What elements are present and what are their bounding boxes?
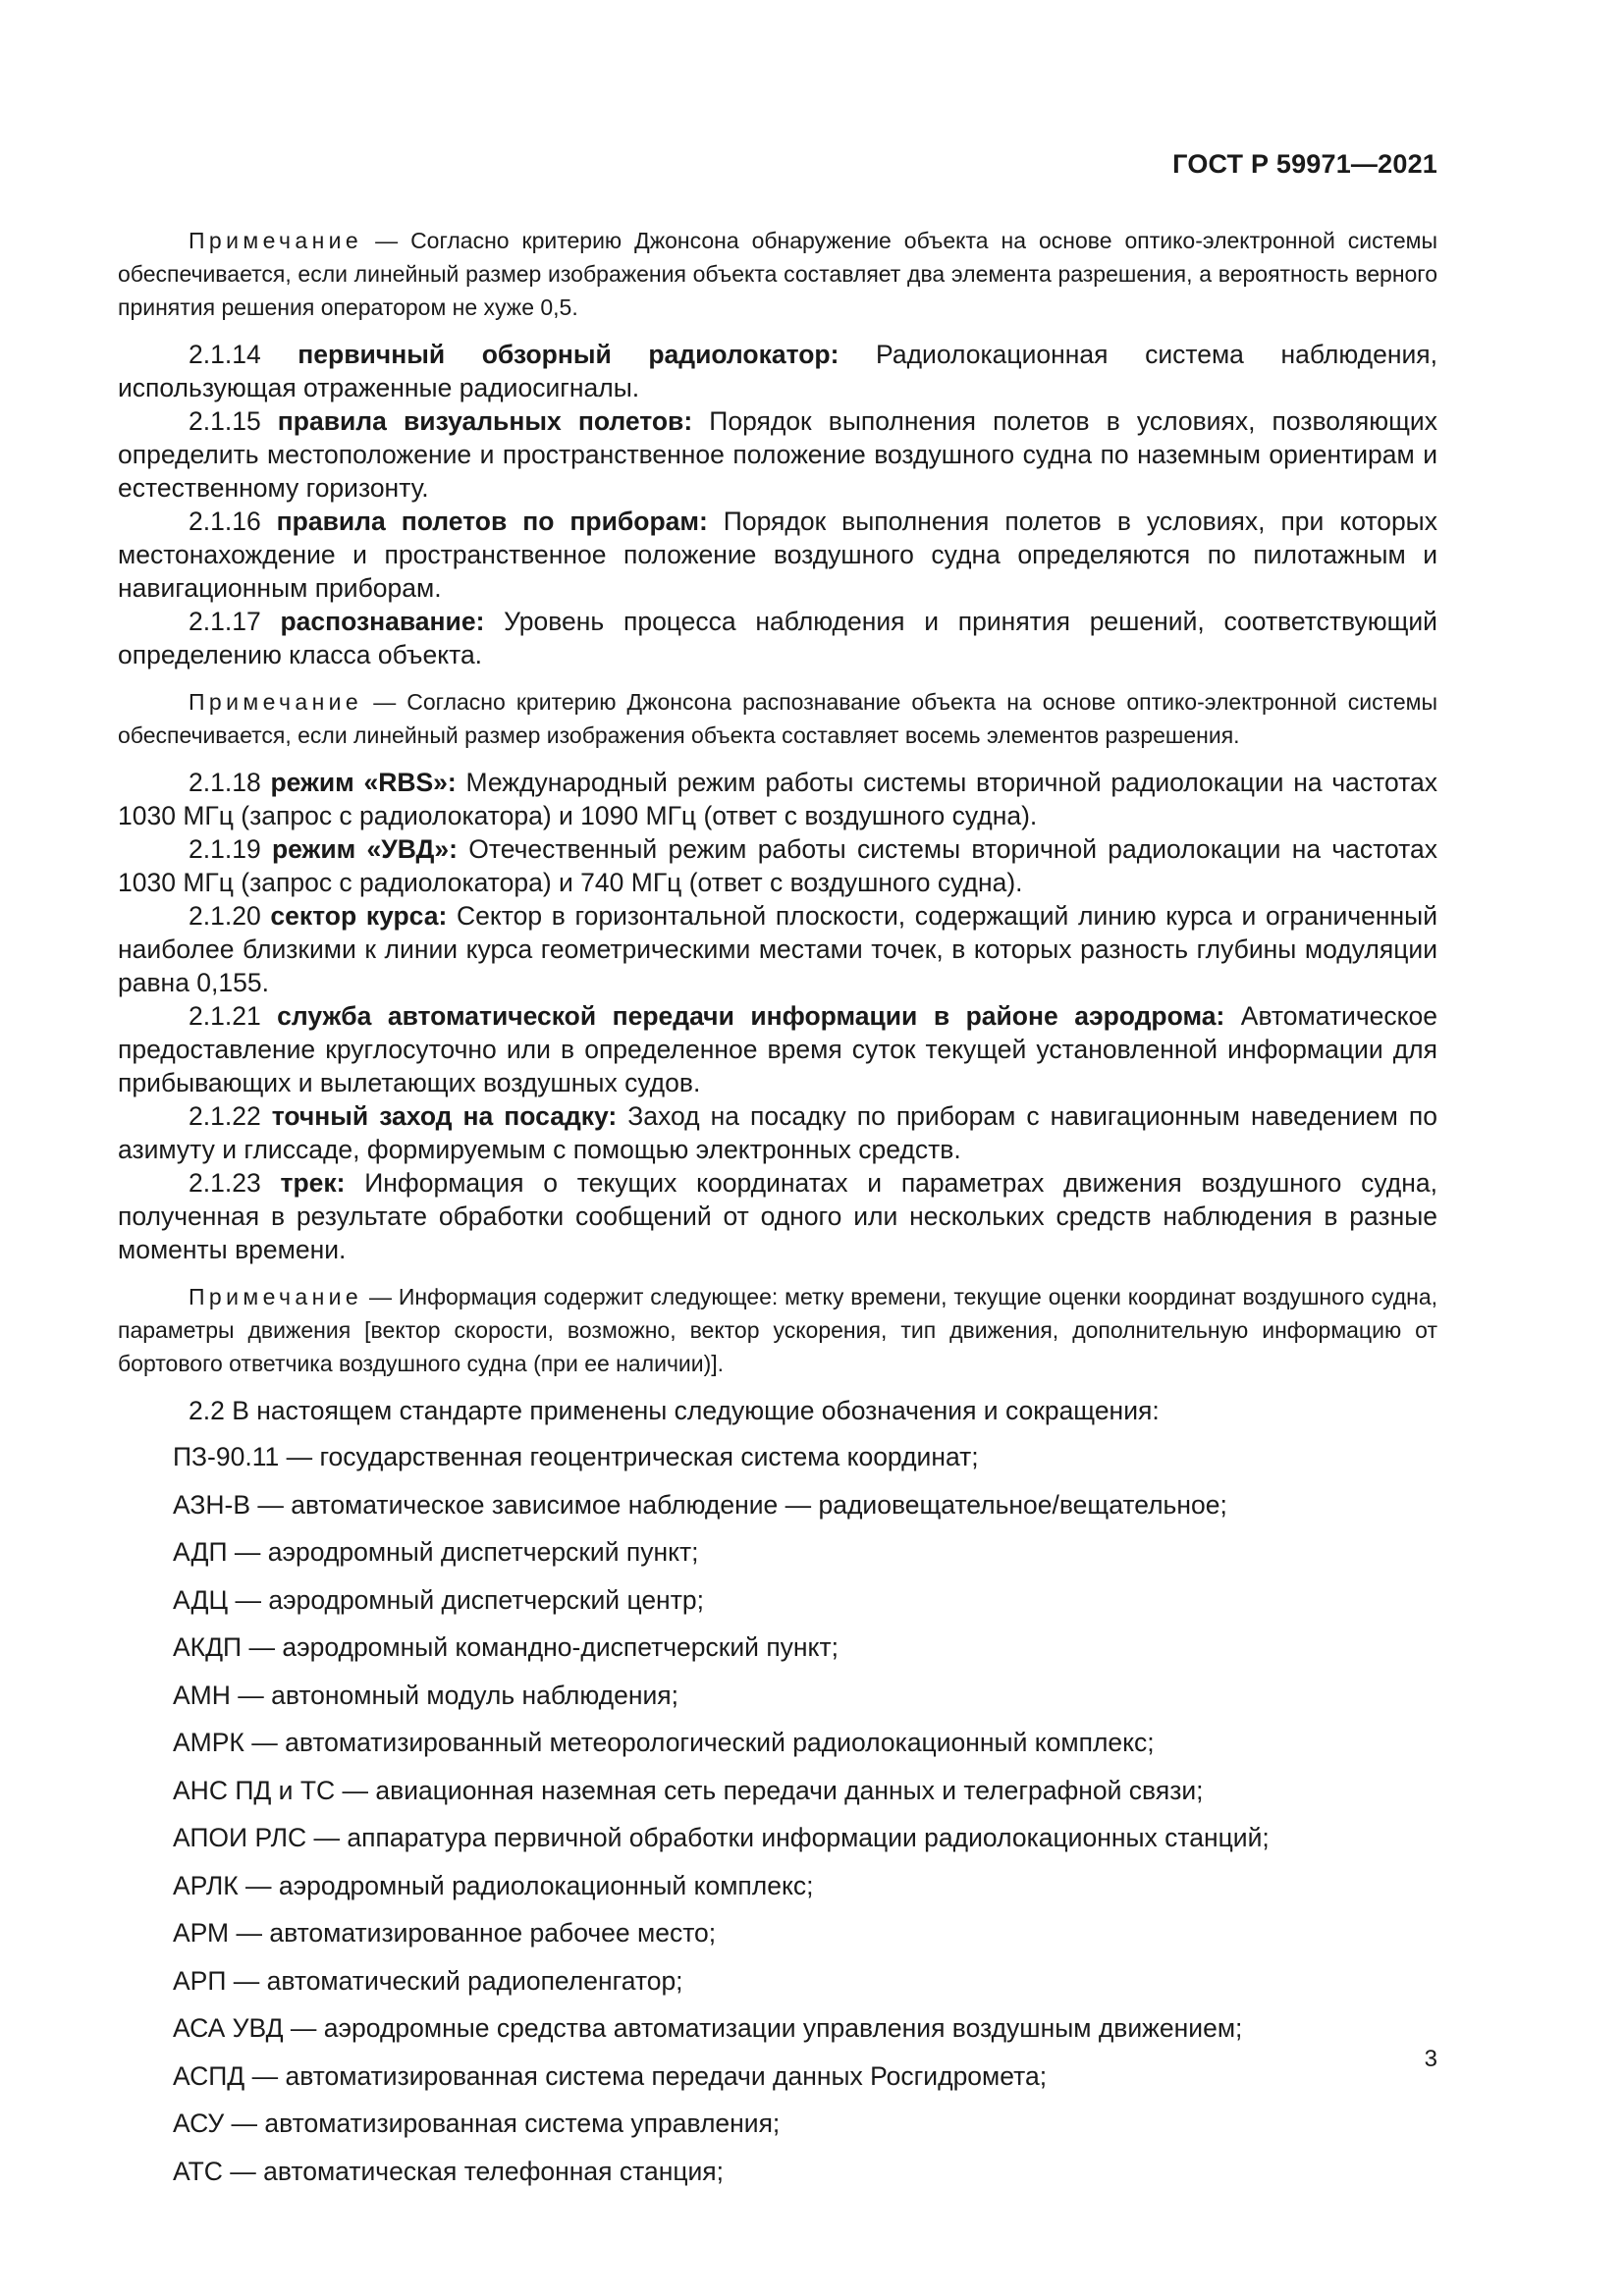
definition-term: правила полетов по приборам:: [276, 507, 708, 536]
definition-2-1-21: [118, 999, 1437, 1099]
definition-2-1-15: [118, 404, 1437, 505]
abbreviation-item: АМРК — автоматизированный метеорологический радиолокационный комплекс;: [173, 1728, 1155, 1757]
abbreviation-item: АСУ — автоматизированная система управления;: [173, 2109, 781, 2138]
abbreviations-list: [118, 1440, 1437, 2188]
definition-2-1-17: [118, 605, 1437, 671]
page-number: 3: [1424, 2046, 1437, 2072]
definition-term: распознавание:: [280, 607, 485, 636]
definition-term: трек:: [280, 1168, 346, 1198]
definition-2-1-19: [118, 832, 1437, 899]
note-text: — Согласно критерию Джонсона обнаружение объекта на основе оптико-электронной системы обеспечивается, если линейный размер изображения объекта составляет два элемента разрешения, а вероятность верного принятия решения оператором не хуже 0,5.: [118, 228, 1438, 320]
standard-designation: ГОСТ Р 59971—2021: [1172, 149, 1437, 179]
note-text: — Согласно критерию Джонсона распознавание объекта на основе оптико-электронной системы обеспечивается, если линейный размер изображения объекта составляет восемь элементов разрешения.: [118, 689, 1438, 748]
definition-number: 2.1.16: [189, 507, 261, 536]
abbreviation-item: АЗН-В — автоматическое зависимое наблюдение — радиовещательное/вещательное;: [173, 1489, 1227, 1520]
abbreviation-item: АРЛК — аэродромный радиолокационный комплекс;: [173, 1870, 814, 1900]
definition-term: служба автоматической передачи информации в районе аэродрома:: [277, 1001, 1225, 1031]
note-label: Примечание: [189, 1284, 363, 1309]
definition-2-1-16: [118, 505, 1437, 605]
abbreviation-item: АСА УВД — аэродромные средства автоматизации управления воздушным движением;: [173, 2013, 1243, 2043]
definition-2-1-18: [118, 766, 1437, 832]
definition-text: Уровень процесса наблюдения и принятия решений, соответствующий определению класса объекта.: [118, 607, 1437, 669]
definition-term: точный заход на посадку:: [271, 1101, 618, 1131]
definition-2-1-20: [118, 899, 1437, 999]
abbreviation-item: АКДП — аэродромный командно-диспетчерский пункт;: [173, 1632, 839, 1662]
abbreviation-item: АРП — автоматический радиопеленгатор;: [173, 1965, 683, 1996]
note-label: Примечание: [189, 689, 363, 715]
definition-term: правила визуальных полетов:: [277, 406, 693, 436]
definition-text: Порядок выполнения полетов в условиях, при которых местонахождение и пространственное положение воздушного судна определяются по пилотажным и навигационным приборам.: [118, 507, 1437, 603]
definition-term: первичный обзорный радиолокатор:: [298, 340, 839, 369]
definition-text: Отечественный режим работы системы вторичной радиолокации на частотах 1030 МГц (запрос с радиолокатора) и 740 МГц (ответ с воздушного судна).: [118, 834, 1437, 897]
definition-term: режим «RBS»:: [270, 768, 457, 797]
abbreviation-item: АТС — автоматическая телефонная станция;: [173, 2156, 725, 2186]
definition-text: Сектор в горизонтальной плоскости, содержащий линию курса и ограниченный наиболее близкими к линии курса геометрическими местами точек, в которых разность глубины модуляции равна 0,155.: [118, 901, 1437, 997]
abbreviation-item: АДП — аэродромный диспетчерский пункт;: [173, 1537, 699, 1567]
abbreviation-item: АРМ — автоматизированное рабочее место;: [173, 1918, 717, 1948]
definition-number: 2.1.22: [189, 1101, 261, 1131]
page-content: [118, 224, 1437, 2202]
note-label: Примечание: [189, 228, 363, 253]
definition-text: Заход на посадку по приборам с навигационным наведением по азимуту и глиссаде, формируемым с помощью электронных средств.: [118, 1101, 1437, 1164]
definition-term: сектор курса:: [270, 901, 448, 931]
abbreviation-item: ПЗ-90.11 — государственная геоцентрическая система координат;: [173, 1442, 979, 1471]
definition-number: 2.1.14: [189, 340, 261, 369]
note-text: — Информация содержит следующее: метку времени, текущие оценки координат воздушного судна, параметры движения [вектор скорости, возможно, вектор ускорения, тип движения, дополнительную информацию от бортового ответчика воздушного судна (при ее наличии)].: [118, 1284, 1437, 1376]
definition-term: режим «УВД»:: [271, 834, 458, 864]
definition-number: 2.1.17: [189, 607, 261, 636]
definition-number: 2.1.15: [189, 406, 261, 436]
note-johnson-recognition: [118, 685, 1437, 752]
note-johnson-detection: [118, 224, 1437, 324]
definition-number: 2.1.18: [189, 768, 261, 797]
definition-text: Международный режим работы системы вторичной радиолокации на частотах 1030 МГц (запрос с радиолокатора) и 1090 МГц (ответ с воздушного судна).: [118, 768, 1437, 830]
definition-text: Автоматическое предоставление круглосуточно или в определенное время суток текущей установленной информации для прибывающих и вылетающих воздушных судов.: [118, 1001, 1437, 1097]
definition-number: 2.1.21: [189, 1001, 261, 1031]
definition-text: Порядок выполнения полетов в условиях, позволяющих определить местоположение и пространственное положение воздушного судна по наземным ориентирам и естественному горизонту.: [118, 406, 1437, 503]
abbreviation-item: АПОИ РЛС — аппаратура первичной обработки информации радиолокационных станций;: [173, 1823, 1270, 1852]
abbreviation-item: АМН — автономный модуль наблюдения;: [173, 1680, 678, 1710]
abbreviation-item: АДЦ — аэродромный диспетчерский центр;: [173, 1584, 704, 1615]
definition-2-1-23: [118, 1166, 1437, 1266]
abbreviation-item: АНС ПД и ТС — авиационная наземная сеть передачи данных и телеграфной связи;: [173, 1775, 1204, 1805]
definition-2-1-22: [118, 1099, 1437, 1166]
abbreviation-item: АСПД — автоматизированная система передачи данных Росгидромета;: [173, 2060, 1048, 2091]
definition-text: Радиолокационная система наблюдения, использующая отраженные радиосигналы.: [118, 340, 1437, 402]
abbreviations-intro: 2.2 В настоящем стандарте применены следующие обозначения и сокращения:: [189, 1396, 1160, 1425]
definition-2-1-14: [118, 338, 1437, 404]
definition-number: 2.1.19: [189, 834, 261, 864]
definition-number: 2.1.23: [189, 1168, 261, 1198]
definition-number: 2.1.20: [189, 901, 261, 931]
note-track-information: [118, 1280, 1437, 1380]
definition-text: Информация о текущих координатах и параметрах движения воздушного судна, полученная в результате обработки сообщений от одного или нескольких средств наблюдения в разные моменты времени.: [118, 1168, 1437, 1264]
